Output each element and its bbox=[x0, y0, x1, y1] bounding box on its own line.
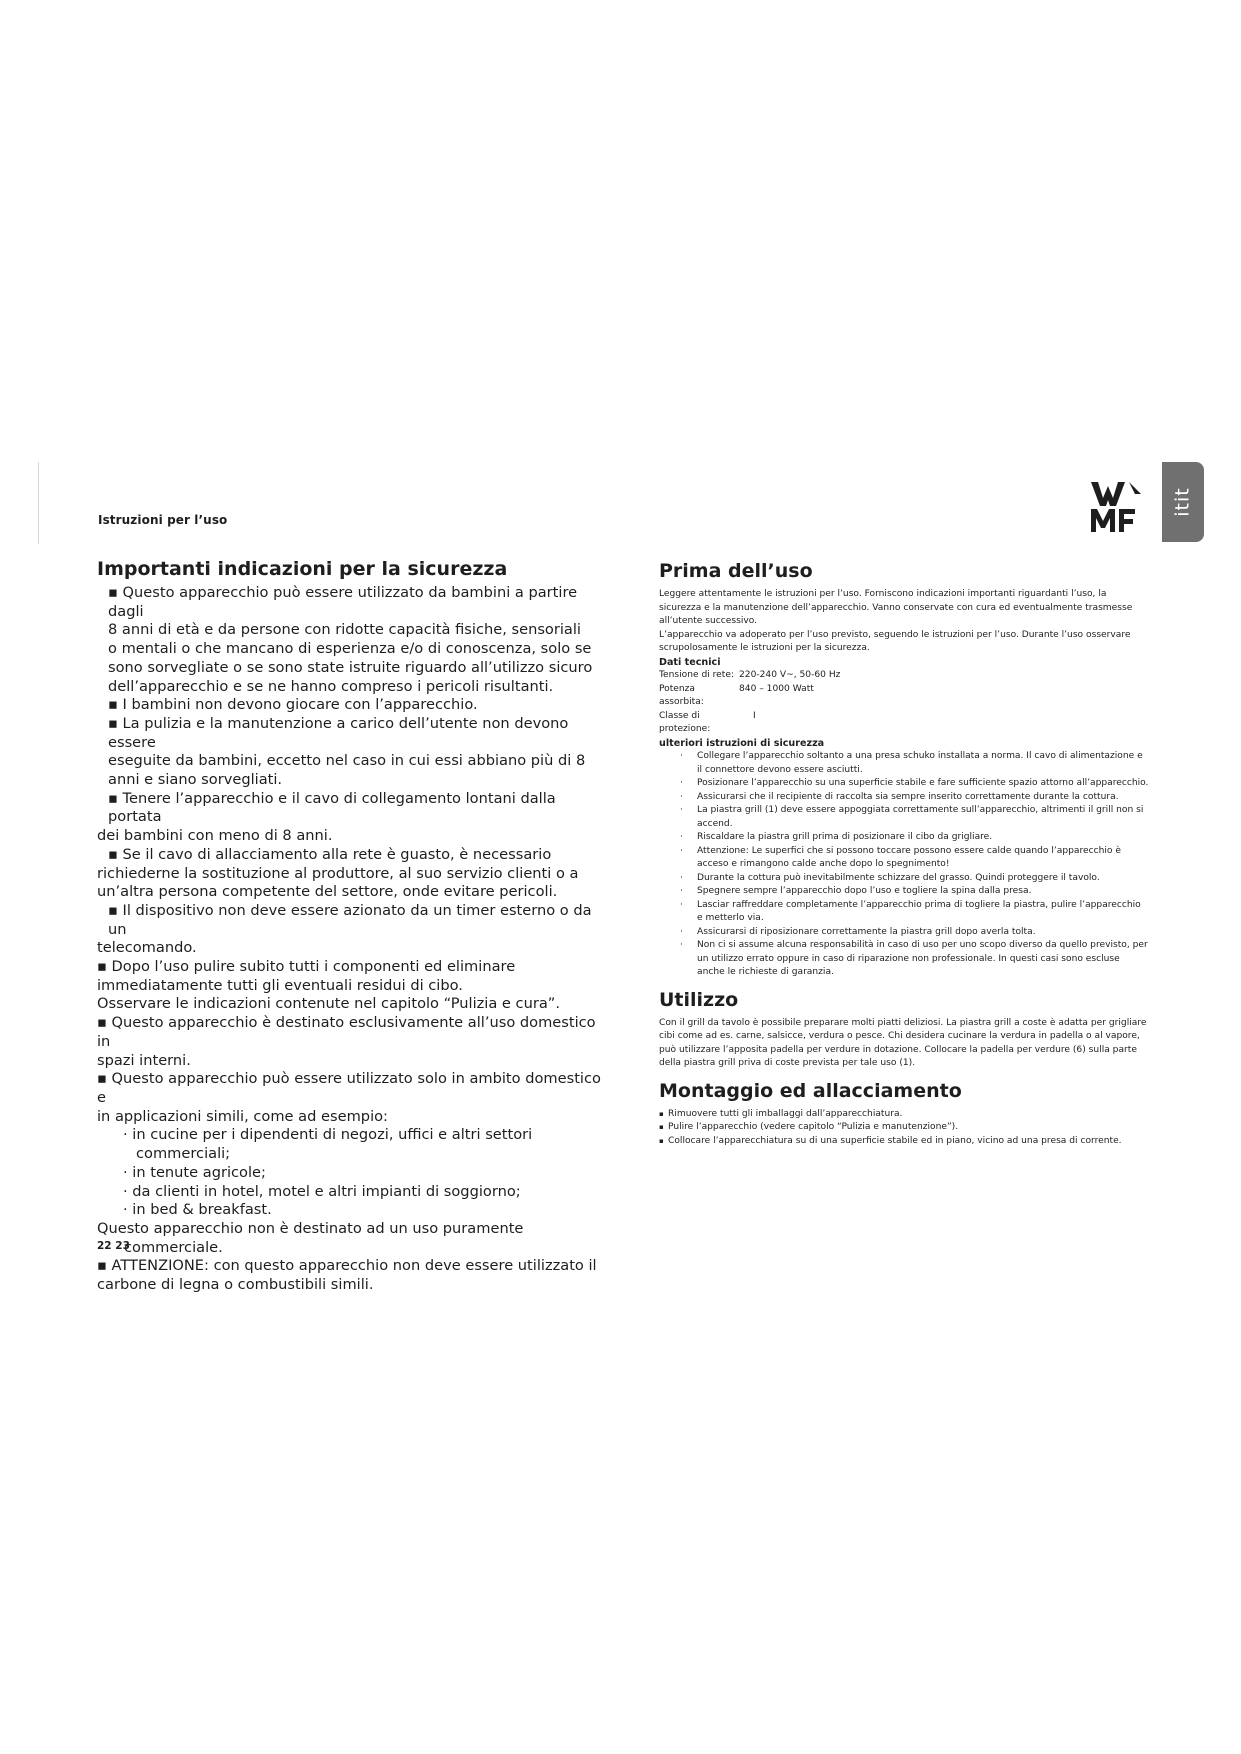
safety-line: ▪ Se il cavo di allacciamento alla rete è guasto, è necessario bbox=[108, 845, 552, 863]
list-item: · Assicurarsi che il recipiente di raccolta sia sempre inserito correttamente durante la cottura. bbox=[659, 791, 1149, 805]
safety-line: telecomando. bbox=[97, 939, 197, 957]
list-item: · Spegnere sempre l’apparecchio dopo l’uso e togliere la spina dalla presa. bbox=[659, 885, 1149, 899]
montaggio-list bbox=[659, 1108, 1149, 1149]
safety-line: ▪ I bambini non devono giocare con l’apparecchio. bbox=[108, 696, 478, 714]
safety-line: ▪ Il dispositivo non deve essere azionato da un timer esterno o da un bbox=[108, 901, 592, 938]
page-numbers: 22 23 bbox=[97, 1240, 130, 1252]
language-tab-label: itit bbox=[1172, 487, 1194, 517]
list-item: · Durante la cottura può inevitabilmente schizzare del grasso. Quindi proteggere il tavolo. bbox=[659, 872, 1149, 886]
list-item: ▪ Rimuovere tutti gli imballaggi dall’apparecchiatura. bbox=[659, 1108, 1149, 1122]
safety-line: un’altra persona competente del settore, onde evitare pericoli. bbox=[97, 883, 558, 901]
tech-label: Classe di protezione: bbox=[659, 710, 711, 734]
list-item: · Posizionare l’apparecchio su una superficie stabile e fare sufficiente spazio attorno all’apparecchio. bbox=[659, 777, 1149, 791]
safety-line: Osservare le indicazioni contenute nel capitolo “Pulizia e cura”. bbox=[97, 995, 560, 1013]
right-column bbox=[659, 558, 1149, 1148]
list-item: ▪ Collocare l’apparecchiatura su di una superficie stabile ed in piano, vicino ad una presa di corrente. bbox=[659, 1135, 1149, 1149]
safety-line: eseguite da bambini, eccetto nel caso in cui essi abbiano più di 8 bbox=[108, 752, 586, 770]
safety-line: ▪ Questo apparecchio può essere utilizzato da bambini a partire dagli bbox=[108, 584, 578, 620]
safety-line: sono sorvegliate o se sono state istruite riguardo all’utilizzo sicuro bbox=[108, 658, 593, 676]
tech-value: 220-240 V~, 50-60 Hz bbox=[739, 670, 841, 680]
wmf-logo bbox=[1089, 480, 1143, 534]
list-item: · Attenzione: Le superfici che si possono toccare possono essere calde quando l’apparecchio è acceso e rimangono calde anche dopo lo spegnimento! bbox=[659, 845, 1149, 872]
safety-line: 8 anni di età e da persone con ridotte capacità fisiche, sensoriali bbox=[108, 621, 581, 639]
list-item: ▪ Pulire l’apparecchio (vedere capitolo “Pulizia e manutenzione”). bbox=[659, 1121, 1149, 1135]
utilizzo-heading: Utilizzo bbox=[659, 988, 739, 1011]
safety-line: dei bambini con meno di 8 anni. bbox=[97, 827, 333, 845]
tech-value: 840 – 1000 Watt bbox=[739, 683, 814, 694]
tech-label: Tensione di rete: bbox=[659, 670, 734, 680]
safety-line: carbone di legna o combustibili simili. bbox=[97, 1276, 374, 1294]
dati-tecnici-heading: Dati tecnici bbox=[659, 656, 721, 668]
safety-line: dell’apparecchio e se ne hanno compreso i pericoli risultanti. bbox=[108, 677, 554, 695]
safety-line: richiederne la sostituzione al produttore, al suo servizio clienti o a bbox=[97, 864, 579, 882]
safety-line: anni e siano sorvegliati. bbox=[108, 771, 283, 789]
safety-text bbox=[97, 584, 612, 1295]
utilizzo-text: Con il grill da tavolo è possibile preparare molti piatti deliziosi. La piastra grill a coste è adatta per grigliare cibi come ad es. carne, salsicce, verdura o pesce. Chi desidera cucinare la verdura in padella o al vapore, può utilizzare l’apposita padella per verdure in dotazione. Collocare la padella per verdure (6) sulla parte della piastra grill priva di coste prevista per tale uso (1). bbox=[659, 1017, 1147, 1068]
safety-line: · da clienti in hotel, motel e altri impianti di soggiorno; bbox=[123, 1182, 521, 1200]
montaggio-heading: Montaggio ed allacciamento bbox=[659, 1079, 962, 1102]
prima-heading: Prima dell’uso bbox=[659, 560, 813, 582]
list-item: · La piastra grill (1) deve essere appoggiata correttamente sull’apparecchio, altrimenti il grill non si accend. bbox=[659, 804, 1149, 831]
safety-line: ▪ Dopo l’uso pulire subito tutti i componenti ed eliminare bbox=[97, 958, 516, 976]
tech-value: I bbox=[753, 710, 756, 721]
list-item: · Non ci si assume alcuna responsabilità in caso di uso per uno scopo diverso da quello previsto, per un utilizzo errato oppure in caso di riparazione non professionale. In questi casi sono escluse anche le richieste di garanzia. bbox=[659, 939, 1149, 980]
prima-paragraph-1: Leggere attentamente le istruzioni per l’uso. Forniscono indicazioni importanti riguardanti l’uso, la sicurezza e la manutenzione dell’apparecchio. Vanno conservate con cura ed eventualmente trasmesse all’utente successivo. bbox=[659, 589, 1133, 626]
list-item: · Collegare l’apparecchio soltanto a una presa schuko installata a norma. Il cavo di alimentazione e il connettore devono essere asciutti. bbox=[659, 750, 1149, 777]
safety-line: Questo apparecchio non è destinato ad un uso puramente commerciale. bbox=[97, 1219, 524, 1256]
safety-line: immediatamente tutti gli eventuali residui di cibo. bbox=[97, 976, 463, 994]
safety-line: · in cucine per i dipendenti di negozi, uffici e altri settori commerciali; bbox=[123, 1126, 533, 1163]
safety-line: · in bed & breakfast. bbox=[123, 1201, 272, 1219]
safety-line: o mentali o che mancano di esperienza e/o di conoscenza, solo se bbox=[108, 640, 592, 658]
list-item: · Lasciar raffreddare completamente l’apparecchio prima di togliere la piastra, pulire l’apparecchio e metterlo via. bbox=[659, 899, 1149, 926]
prima-paragraph-2: L’apparecchio va adoperato per l’uso previsto, seguendo le istruzioni per l’uso. Durante l’uso osservare scrupolosamente le istruzioni per la sicurezza. bbox=[659, 629, 1131, 653]
safety-line: ▪ Questo apparecchio è destinato esclusivamente all’uso domestico in bbox=[97, 1014, 596, 1050]
header-title: Istruzioni per l’uso bbox=[98, 513, 228, 527]
language-tab[interactable] bbox=[1162, 462, 1204, 542]
list-item: · Riscaldare la piastra grill prima di posizionare il cibo da grigliare. bbox=[659, 831, 1149, 845]
ulteriori-heading: ulteriori istruzioni di sicurezza bbox=[659, 737, 825, 749]
safety-line: ▪ Tenere l’apparecchio e il cavo di collegamento lontani dalla portata bbox=[108, 789, 556, 826]
safety-line: ▪ ATTENZIONE: con questo apparecchio non deve essere utilizzato il bbox=[97, 1257, 597, 1275]
tech-label: Potenza assorbita: bbox=[659, 683, 704, 707]
safety-line: ▪ Questo apparecchio può essere utilizzato solo in ambito domestico e bbox=[97, 1070, 601, 1106]
logo-text: WMF bbox=[1089, 480, 1092, 481]
safety-line: ▪ La pulizia e la manutenzione a carico dell’utente non devono essere bbox=[108, 714, 569, 751]
safety-line: · in tenute agricole; bbox=[123, 1163, 266, 1181]
safety-line: in applicazioni simili, come ad esempio: bbox=[97, 1107, 388, 1125]
safety-instructions-list bbox=[659, 750, 1149, 980]
safety-column bbox=[97, 558, 612, 1295]
margin-rule bbox=[38, 462, 39, 544]
safety-heading: Importanti indicazioni per la sicurezza bbox=[97, 558, 508, 580]
list-item: · Assicurarsi di riposizionare correttamente la piastra grill dopo averla tolta. bbox=[659, 926, 1149, 940]
safety-line: spazi interni. bbox=[97, 1051, 191, 1069]
